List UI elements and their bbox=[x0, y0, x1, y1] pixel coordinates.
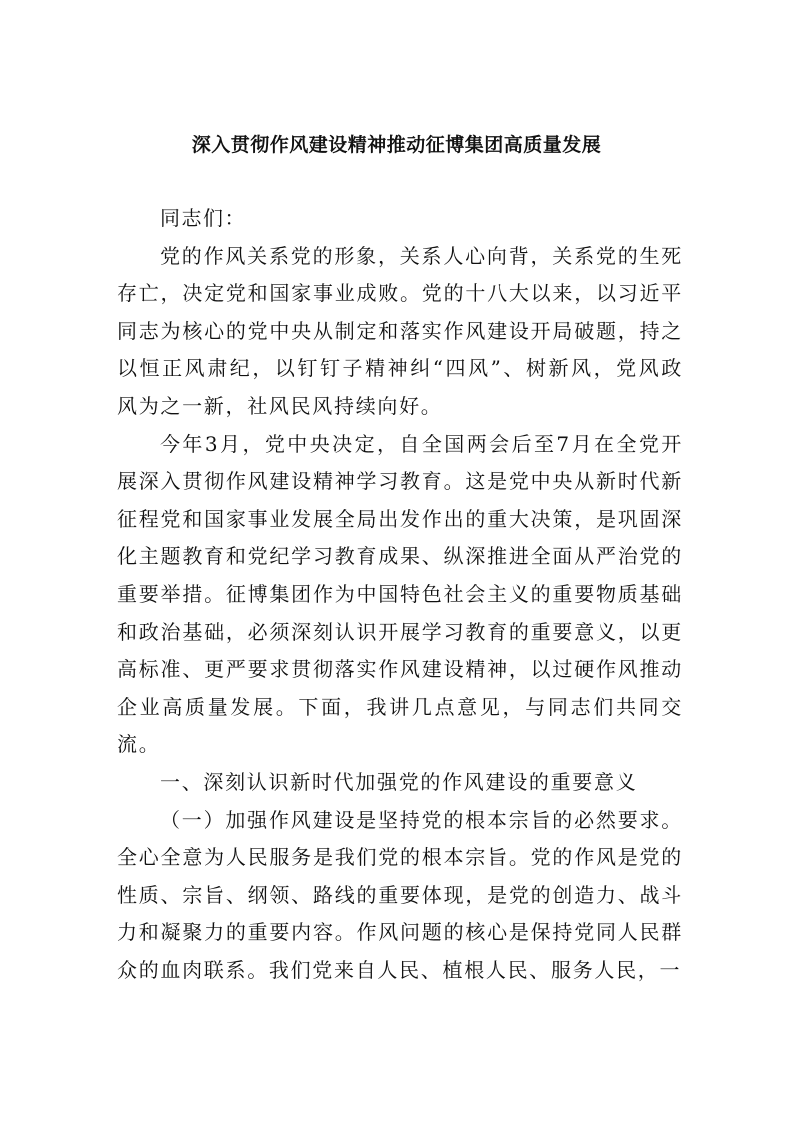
salutation: 同志们： bbox=[160, 206, 246, 230]
document-title: 深入贯彻作风建设精神推动征博集团高质量发展 bbox=[191, 134, 602, 156]
paragraph-2: 今年3月，党中央决定，自全国两会后至7月在全党开展深入贯彻作风建设精神学习教育。这是党中央从新时代新征程党和国家事业发展全局出发作出的重大决策，是巩固深化主题教育和党纪学习教育成果、纵深推进全面从严治党的重要举措。征博集团作为中国特色社会主义的重要物质基础和政治基础，必须深刻认识开展学习教育的重要意义，以更高标准、更严要求贯彻落实作风建设精神，以过硬作风推动企业高质量发展。下面，我讲几点意见，与同志们共同交流。 bbox=[117, 431, 683, 757]
document-body bbox=[117, 200, 683, 989]
paragraph-1: 党的作风关系党的形象，关系人心向背，关系党的生死存亡，决定党和国家事业成败。党的十八大以来，以习近平同志为核心的党中央从制定和落实作风建设开局破题，持之以恒正风肃纪，以钉钉子精神纠“四风”、树新风，党风政风为之一新，社风民风持续向好。 bbox=[117, 243, 683, 418]
section-heading: 一、深刻认识新时代加强党的作风建设的重要意义 bbox=[160, 769, 638, 794]
subsection-paragraph: （一）加强作风建设是坚持党的根本宗旨的必然要求。全心全意为人民服务是我们党的根本宗旨。党的作风是党的性质、宗旨、纲领、路线的重要体现，是党的创造力、战斗力和凝聚力的重要内容。作风问题的核心是保持党同人民群众的血肉联系。我们党来自人民、植根人民、服务人民，一 bbox=[117, 807, 683, 982]
